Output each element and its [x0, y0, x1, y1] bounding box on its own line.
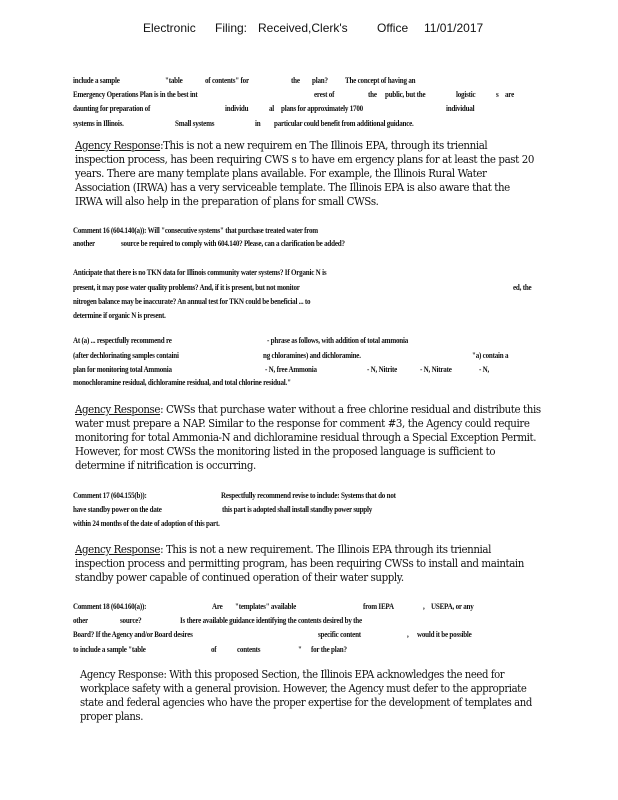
text-fragment: Small systems: [175, 119, 215, 128]
text-fragment: systems in Illinois.: [73, 119, 124, 128]
text-fragment: from IEPA: [363, 602, 394, 611]
text-fragment: daunting for preparation of: [73, 104, 151, 113]
text-fragment: erest of: [314, 90, 335, 99]
header-electronic: Electronic: [143, 21, 196, 35]
text-fragment: ": [298, 645, 302, 654]
response-text: : CWSs that purchase water without a free chlorine residual and distribute this: [160, 402, 541, 416]
text-fragment: source?: [120, 616, 142, 625]
text-fragment: include a sample: [73, 76, 120, 85]
text-fragment: in: [255, 119, 261, 128]
text-fragment: determine if organic N is present.: [73, 311, 166, 320]
text-fragment: - N, free Ammonia: [265, 365, 317, 374]
text-fragment: (after dechlorinating samples containi: [73, 351, 179, 360]
text-fragment: plan?: [312, 76, 328, 85]
text-fragment: of contents" for: [205, 76, 249, 85]
text-fragment: Board? If the Agency and/or Board desires: [73, 630, 193, 639]
response-line: [75, 542, 491, 556]
text-fragment: the: [368, 90, 377, 99]
agency-response-label: Agency Response: [75, 138, 161, 152]
text-fragment: al: [269, 104, 275, 113]
response-line: water must prepare a NAP. Similar to the response for comment #3, the Agency could require: [75, 416, 530, 430]
text-fragment: The concept of having an: [345, 76, 416, 85]
comment-heading: Comment 16 (604.140(a)): Will "consecutive systems" that purchase treated water from: [73, 226, 318, 235]
text-fragment: - N,: [479, 365, 490, 374]
response-line: state and federal agencies who have the proper expertise for the development of templates and: [80, 696, 532, 709]
response-line: monitoring for total Ammonia-N and dichloramine residual through a Special Exception Permit.: [75, 430, 537, 444]
response-text: :This is not a new requirem en The Illinois EPA, through its triennial: [160, 138, 488, 152]
text-fragment: to include a sample "table: [73, 645, 146, 654]
text-fragment: ng chloramines) and dichloramine.: [263, 351, 361, 360]
text-fragment: USEPA, or any: [431, 602, 474, 611]
text-fragment: source be required to comply with 604.140? Please, can a clarification be added?: [121, 239, 345, 248]
text-fragment: "a) contain a: [472, 351, 509, 360]
text-fragment: logistic: [456, 90, 476, 99]
text-fragment: this part is adopted shall install standby power supply: [222, 505, 373, 514]
text-fragment: Anticipate that there is no TKN data for Illinois community water systems? If Organic N is: [73, 268, 327, 277]
text-fragment: individu: [225, 104, 249, 113]
response-line: Association (IRWA) has a very serviceable template. The Illinois EPA is also aware that the: [75, 180, 510, 194]
response-line: inspection process and permitting program, has been requiring CWSs to install and maintain: [75, 556, 525, 570]
response-text: : This is not a new requirement. The Illinois EPA through its triennial: [160, 542, 491, 556]
text-fragment: would it be possible: [417, 630, 472, 639]
text-fragment: "templates" available: [235, 602, 297, 611]
header-filing: Filing:: [215, 21, 248, 35]
text-fragment: plan for monitoring total Ammonia: [73, 365, 172, 374]
text-fragment: - N, Nitrate: [420, 365, 452, 374]
text-fragment: specific content: [318, 630, 361, 639]
text-fragment: are: [505, 90, 515, 99]
text-fragment: Is there available guidance identifying the contents desired by the: [180, 616, 362, 625]
response-line: workplace safety with a general provision. However, the Agency must defer to the appropriate: [80, 682, 527, 695]
agency-response-label: Agency Response: [75, 402, 161, 416]
text-fragment: particular could benefit from additional guidance.: [274, 119, 414, 128]
text-fragment: public, but the: [385, 90, 426, 99]
text-fragment: ed, the: [513, 283, 532, 292]
agency-response-label: Agency Response: [75, 542, 161, 556]
response-line: [75, 138, 487, 152]
text-fragment: of: [211, 645, 217, 654]
comment-heading: Comment 18 (604.160(a)):: [73, 602, 147, 611]
text-fragment: - phrase as follows, with addition of total ammonia: [267, 336, 409, 345]
text-fragment: the: [291, 76, 300, 85]
response-line: proper plans.: [80, 710, 143, 723]
response-line: years. There are many template plans available. For example, the Illinois Rural Water: [75, 166, 487, 180]
text-fragment: individual: [446, 104, 475, 113]
text-fragment: contents: [237, 645, 261, 654]
text-fragment: for the plan?: [311, 645, 347, 654]
text-fragment: other: [73, 616, 88, 625]
text-fragment: within 24 months of the date of adoption of this part.: [73, 519, 220, 528]
text-fragment: s: [496, 90, 499, 99]
text-fragment: At (a) ... respectfully recommend re: [73, 336, 172, 345]
header-received: Received,Clerk's: [258, 21, 348, 35]
text-fragment: another: [73, 239, 95, 248]
response-line: [75, 402, 541, 416]
header-date: 11/01/2017: [424, 21, 484, 35]
text-fragment: ,: [407, 630, 409, 639]
response-line: However, for most CWSs the monitoring listed in the proposed language is sufficient to: [75, 444, 496, 458]
text-fragment: nitrogen balance may be inaccurate? An annual test for TKN could be beneficial ... to: [73, 297, 311, 306]
comment-heading: Comment 17 (604.155(b)):: [73, 491, 147, 500]
text-fragment: "table: [165, 76, 183, 85]
text-fragment: have standby power on the date: [73, 505, 162, 514]
response-line: standby power capable of continued operation of their water supply.: [75, 570, 404, 584]
header-office: Office: [377, 21, 409, 35]
text-fragment: ,: [423, 602, 425, 611]
text-fragment: Respectfully recommend revise to include: Systems that do not: [221, 491, 396, 500]
response-line: inspection process, has been requiring CWS s to have em ergency plans for at least the past 20: [75, 152, 534, 166]
response-line: IRWA will also help in the preparation of plans for small CWSs.: [75, 194, 379, 208]
response-line: Agency Response: With this proposed Section, the Illinois EPA acknowledges the need for: [80, 668, 505, 681]
text-fragment: - N, Nitrite: [367, 365, 398, 374]
response-line: determine if nitrification is occurring.: [75, 458, 256, 472]
text-fragment: Are: [212, 602, 223, 611]
text-fragment: plans for approximately 1700: [281, 104, 363, 113]
text-fragment: present, it may pose water quality problems? And, if it is present, but not monitor: [73, 283, 300, 292]
text-fragment: monochloramine residual, dichloramine residual, and total chlorine residual.": [73, 378, 291, 387]
text-fragment: Emergency Operations Plan is in the best int: [73, 90, 198, 99]
